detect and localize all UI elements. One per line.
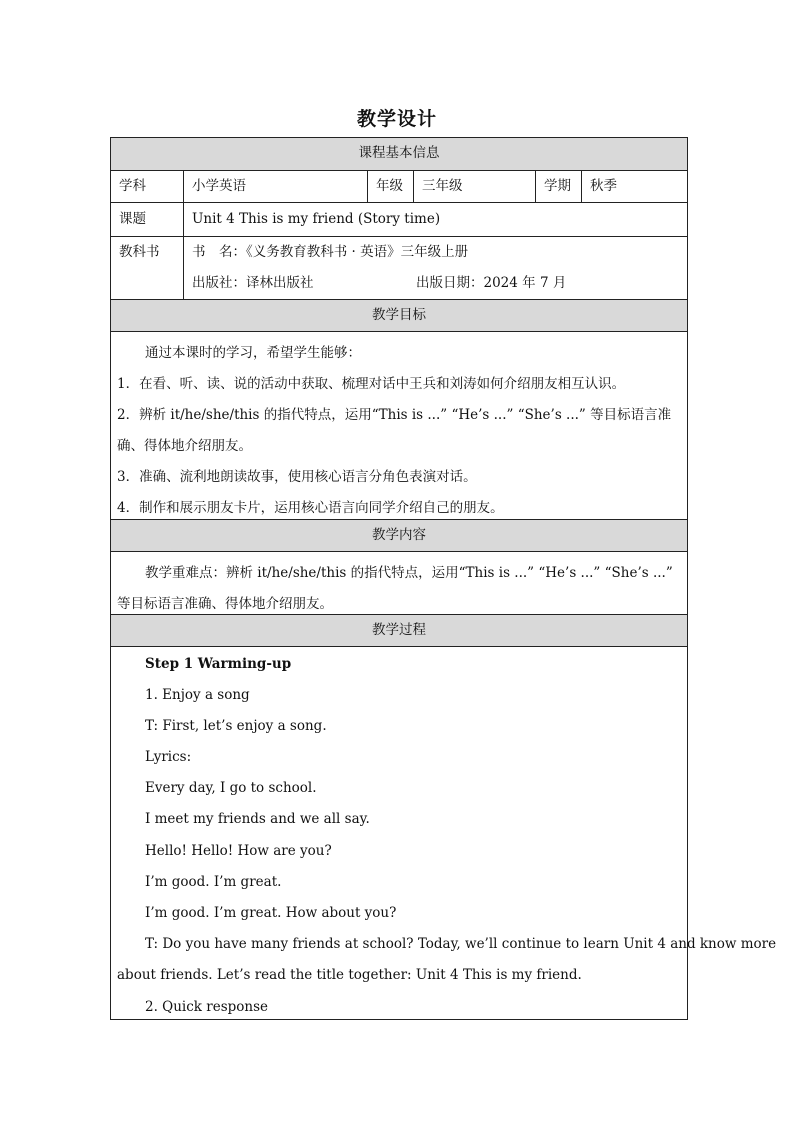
subject-label: 学科 (119, 178, 146, 194)
process-line: T: First, let’s enjoy a song. (145, 718, 327, 734)
publisher: 出版社：译林出版社 (192, 275, 314, 291)
objectives-intro: 通过本课时的学习，希望学生能够： (145, 345, 361, 361)
process-line: 1. Enjoy a song (145, 687, 250, 703)
subject-value: 小学英语 (183, 171, 367, 202)
process-line: 2. Quick response (145, 999, 269, 1015)
lesson-plan-table (110, 137, 777, 1020)
objective-1: 1．在看、听、读、说的活动中获取、梳理对话中王兵和刘涛如何介绍朋友相互认识。 (117, 376, 626, 392)
process-line: Lyrics: (145, 749, 192, 765)
content-line-2: 等目标语言准确、得体地介绍朋友。 (117, 596, 333, 612)
publish-date: 出版日期：2024 年 7 月 (416, 275, 567, 291)
book-name: 书 名：《义务教育教科书 · 英语》三年级上册 (192, 244, 469, 260)
objectives-body (111, 331, 687, 519)
lyric-line: I’m good. I’m great. How about you? (145, 905, 397, 921)
document-title: 教学设计 (356, 108, 437, 130)
section-header-objectives: 教学目标 (111, 299, 687, 331)
objective-4: 4．制作和展示朋友卡片，运用核心语言向同学介绍自己的朋友。 (117, 500, 504, 516)
section-header-content: 教学内容 (111, 519, 687, 551)
lyric-line: Every day, I go to school. (145, 780, 317, 796)
topic-row (111, 202, 687, 236)
grade-value: 三年级 (413, 171, 535, 202)
lyric-line: I’m good. I’m great. (145, 874, 282, 890)
objective-2-line-1: 2．辨析 it/he/she/this 的指代特点，运用“This is ...” “He’s ...” “She’s ...” 等目标语言准 (117, 407, 672, 423)
textbook-row (111, 236, 687, 299)
term-label: 学期 (535, 171, 581, 202)
section-header-process: 教学过程 (111, 614, 687, 646)
grade-label: 年级 (367, 171, 413, 202)
subject-row (111, 170, 687, 202)
lyric-line: I meet my friends and we all say. (145, 811, 370, 827)
textbook-value (183, 237, 687, 299)
process-line: about friends. Let’s read the title together: Unit 4 This is my friend. (117, 967, 582, 983)
content-line-1: 教学重难点：辨析 it/he/she/this 的指代特点，运用“This is ...” “He’s ...” “She’s ...” (145, 565, 673, 581)
process-body (111, 646, 777, 1019)
term-value: 秋季 (581, 171, 687, 202)
textbook-label: 教科书 (119, 244, 160, 260)
topic-value: Unit 4 This is my friend (Story time) (183, 203, 687, 236)
step-1-heading: Step 1 Warming-up (145, 656, 292, 672)
lyric-line: Hello! Hello! How are you? (145, 843, 332, 859)
process-line: T: Do you have many friends at school? Today, we’ll continue to learn Unit 4 and know more (145, 936, 777, 952)
objective-3: 3．准确、流利地朗读故事，使用核心语言分角色表演对话。 (117, 469, 477, 485)
objective-2-line-2: 确、得体地介绍朋友。 (117, 438, 252, 454)
section-header-basic-info: 课程基本信息 (111, 138, 687, 170)
topic-label: 课题 (119, 211, 146, 227)
content-body (111, 551, 687, 614)
